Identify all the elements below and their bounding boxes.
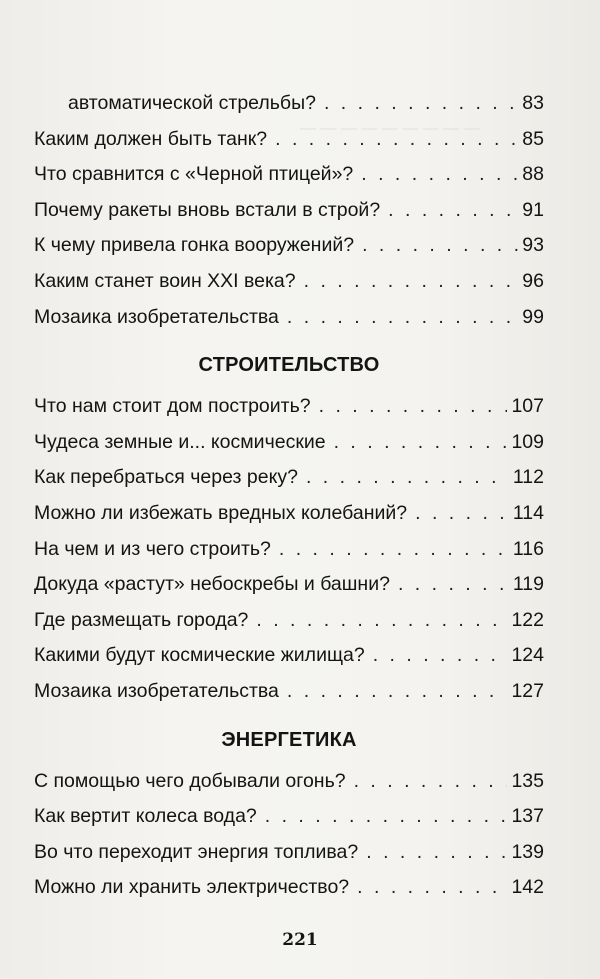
toc-entry-page: 83 — [522, 92, 544, 114]
toc-entry-title: Как перебраться через реку? — [34, 466, 298, 489]
toc-entry-title: Какими будут космические жилища? — [34, 644, 365, 667]
dot-leader — [334, 425, 508, 461]
toc-entry — [34, 460, 544, 496]
toc-entry — [34, 764, 544, 800]
toc-entry — [34, 300, 544, 336]
dot-leader — [275, 122, 518, 158]
section-heading: ЭНЕРГЕТИКА — [221, 728, 357, 751]
dot-leader — [306, 460, 509, 496]
toc-entry-title: С помощью чего добывали огонь? — [34, 769, 346, 792]
toc-entry-page: 139 — [511, 840, 544, 863]
toc-entry-page: 112 — [512, 466, 544, 489]
toc-entry-page: 135 — [511, 769, 544, 792]
section-heading: СТРОИТЕЛЬСТВО — [198, 354, 380, 377]
toc-entry — [34, 496, 544, 532]
dot-leader — [287, 674, 508, 710]
dot-leader — [324, 86, 518, 122]
dot-leader — [362, 228, 518, 264]
toc-entry — [34, 157, 544, 193]
toc-entry-title: Где размещать города? — [34, 608, 249, 631]
dot-leader — [319, 389, 508, 425]
toc-entry-page: 122 — [511, 608, 544, 631]
toc-entry-page: 142 — [511, 876, 544, 899]
toc-entry-title: Как вертит колеса вода? — [34, 805, 257, 828]
dot-leader — [256, 603, 507, 639]
bleed-through-text: — — — — — — — — — — [300, 120, 480, 137]
dot-leader — [279, 532, 509, 568]
toc-entry-title: На чем и из чего строить? — [34, 537, 271, 560]
toc-entry — [34, 389, 544, 425]
toc-entry-title: Каким станет воин XXI века? — [34, 269, 296, 292]
toc-entry — [34, 835, 544, 871]
toc-entry-page: 137 — [511, 805, 544, 828]
toc-entry-page: 119 — [512, 573, 544, 596]
toc-entry — [34, 122, 544, 158]
toc-entry — [34, 799, 544, 835]
toc-entry-page: 99 — [522, 305, 544, 328]
toc-entry-page: 88 — [522, 163, 544, 186]
toc-entry — [34, 603, 544, 639]
toc-entry — [34, 264, 544, 300]
toc-entry-title: Мозаика изобретательства — [34, 305, 279, 328]
toc-entry-page: 114 — [512, 501, 544, 524]
dot-leader — [287, 300, 518, 336]
page-number: 221 — [282, 930, 318, 950]
toc-entry-page: 96 — [522, 269, 544, 292]
toc-entry-page: 93 — [522, 234, 544, 257]
toc-entry-page: 124 — [511, 644, 544, 667]
toc-entry-page: 107 — [511, 395, 544, 418]
toc-entry-page: 91 — [522, 198, 544, 221]
dot-leader — [354, 764, 508, 800]
toc-entry — [34, 567, 544, 603]
toc-entry — [34, 870, 544, 906]
dot-leader — [357, 870, 507, 906]
dot-leader — [366, 835, 507, 871]
toc-entry — [34, 425, 544, 461]
toc-entry-title: автоматической стрельбы? — [68, 92, 316, 114]
toc-entry-page: 127 — [511, 679, 544, 702]
toc-entry-title: Что сравнится с «Черной птицей»? — [34, 163, 354, 186]
dot-leader — [361, 157, 518, 193]
dot-leader — [388, 193, 518, 229]
dot-leader — [398, 567, 509, 603]
toc-entry-title: Мозаика изобретательства — [34, 679, 279, 702]
toc-entry-title: Можно ли избежать вредных колебаний? — [34, 501, 408, 524]
toc-entry-title: К чему привела гонка вооружений? — [34, 234, 355, 257]
toc-entry-title: Во что переходит энергия топлива? — [34, 840, 359, 863]
dot-leader — [373, 638, 508, 674]
toc-entry — [34, 193, 544, 229]
table-of-contents — [34, 86, 544, 906]
toc-entry-page: 109 — [511, 430, 544, 453]
toc-entry-title: Каким должен быть танк? — [34, 127, 268, 150]
toc-entry — [34, 674, 544, 710]
toc-entry-title: Что нам стоит дом построить? — [34, 395, 311, 418]
dot-leader — [304, 264, 519, 300]
toc-entry — [34, 86, 544, 122]
dot-leader — [415, 496, 509, 532]
toc-entry-title: Докуда «растут» небоскребы и башни? — [34, 573, 390, 596]
toc-entry-title: Почему ракеты вновь встали в строй? — [34, 198, 381, 221]
dot-leader — [265, 799, 508, 835]
toc-entry — [34, 532, 544, 568]
toc-entry-page: 85 — [522, 127, 544, 150]
toc-entry-title: Чудеса земные и... космические — [34, 430, 326, 453]
toc-entry — [34, 228, 544, 264]
toc-entry-title: Можно ли хранить электричество? — [34, 876, 350, 899]
toc-entry — [34, 638, 544, 674]
toc-entry-page: 116 — [512, 537, 544, 560]
